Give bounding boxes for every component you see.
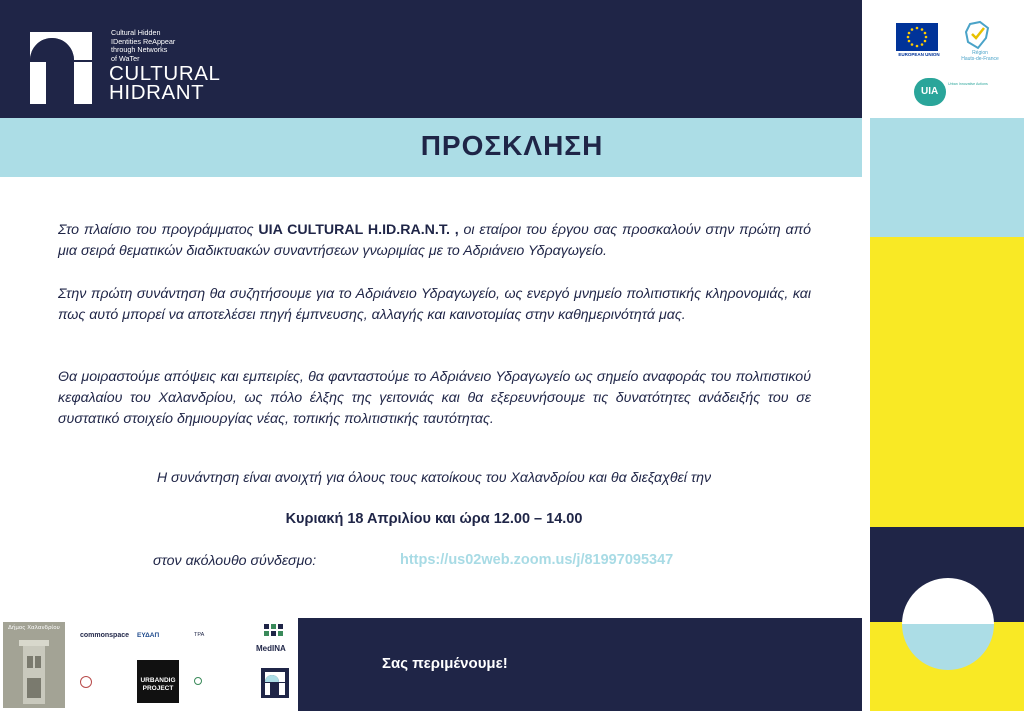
cultural-hidrant-logo-icon [30,32,104,104]
uia-label: UIA [921,86,939,97]
logo-wordmark [109,64,221,102]
program-name: UIA CULTURAL H.ID.RA.N.T. , [258,222,459,238]
partner-circle-icon [194,677,202,685]
region-label [952,50,1008,62]
decor-circle-icon [900,576,996,672]
meeting-paragraph: Στην πρώτη συνάντηση θα συζητήσουμε για το Αδριάνειο Υδραγωγείο, ως ενεργό μνημείο πολιτιστικής κληρονομιάς, και πως αυτό μπορεί να αποτελέσει πηγή έμπνευσης, αλλαγής και καινοτομίας στην καθημερινότητά μας. [58,286,811,323]
uia-sublabel: Urban Innovative Actions [948,82,988,86]
closing-text: Σας περιμένουμε! [382,655,508,672]
medina-grid-icon [264,624,284,642]
logo-subtitle [111,29,241,63]
logo-wordmark-line: HIDRANT [109,81,205,104]
decor-block-yellow [870,237,1024,527]
eydap-logo: ΕΥΔΑΠ [137,632,160,639]
region-line: Région [972,50,988,56]
intro-text-end: οι εταίροι του έργου σας προσκαλούν στην πρώτη από μια σειρά θεματικών διαδικτυακών συναντήσεων γνωριμίας με το Αδριάνειο Υδραγωγείο. [58,222,811,259]
urbandig-line: URBANDIG [140,677,176,684]
zoom-link[interactable]: https://us02web.zoom.us/j/81997095347 [400,552,674,568]
intro-paragraph [58,220,811,262]
urbandig-line: PROJECT [142,684,174,692]
intro-text-start: Στο πλαίσιο του προγράμματος [58,222,259,238]
commonspace-logo: commonspace [80,632,130,639]
logo-subtitle-line: IDentities ReAppear [111,36,176,46]
urbandig-logo [137,660,179,703]
medina-logo: MedINA [256,644,286,653]
hidrant-mini-logo-icon [261,668,289,698]
dimos-label: Δήμος Χαλανδρίου [8,625,60,631]
dimos-halandriou-logo [3,622,65,708]
eu-label: EUROPEAN UNION [898,52,940,57]
event-datetime: Κυριακή 18 Απριλίου και ώρα 12.00 – 14.00 [285,511,583,527]
logo-subtitle-line: through Networks [111,45,168,55]
divider-strip [862,0,870,711]
region-map-icon [962,20,992,50]
logo-subtitle-line: of WaTer [111,53,140,63]
link-label: στον ακόλουθο σύνδεσμο: [153,553,317,569]
region-line: Hauts-de-France [961,56,999,62]
sharing-paragraph: Θα μοιραστούμε απόψεις και εμπειρίες, θα φανταστούμε το Αδριάνειο Υδραγωγείο ως σημείο αναφοράς του πολιτιστικού κεφαλαίου του Χαλανδρίου, ως πόλο έλξης της γειτονιάς και θα εξερευνήσουμε τις δυνατότητες ανάδειξής του σε συστατικό στοιχείο δημιουργίας νέας, τοπικής πολιτιστικής ταυτότητας. [58,369,811,427]
eu-flag-icon [896,23,938,51]
invite-line: Η συνάντηση είναι ανοιχτή για όλους τους κατοίκους του Χαλανδρίου και θα διεξαχθεί την [156,470,712,486]
tpa-logo: ΤΡΑ [194,632,205,638]
decor-block-blue [870,118,1024,237]
logo-subtitle-line: Cultural Hidden [111,28,161,37]
partner-seal-icon [80,676,92,688]
building-icon [3,622,65,708]
page-title: ΠΡΟΣΚΛΗΣΗ [420,130,604,161]
logo-wordmark-line: CULTURAL [109,62,221,85]
